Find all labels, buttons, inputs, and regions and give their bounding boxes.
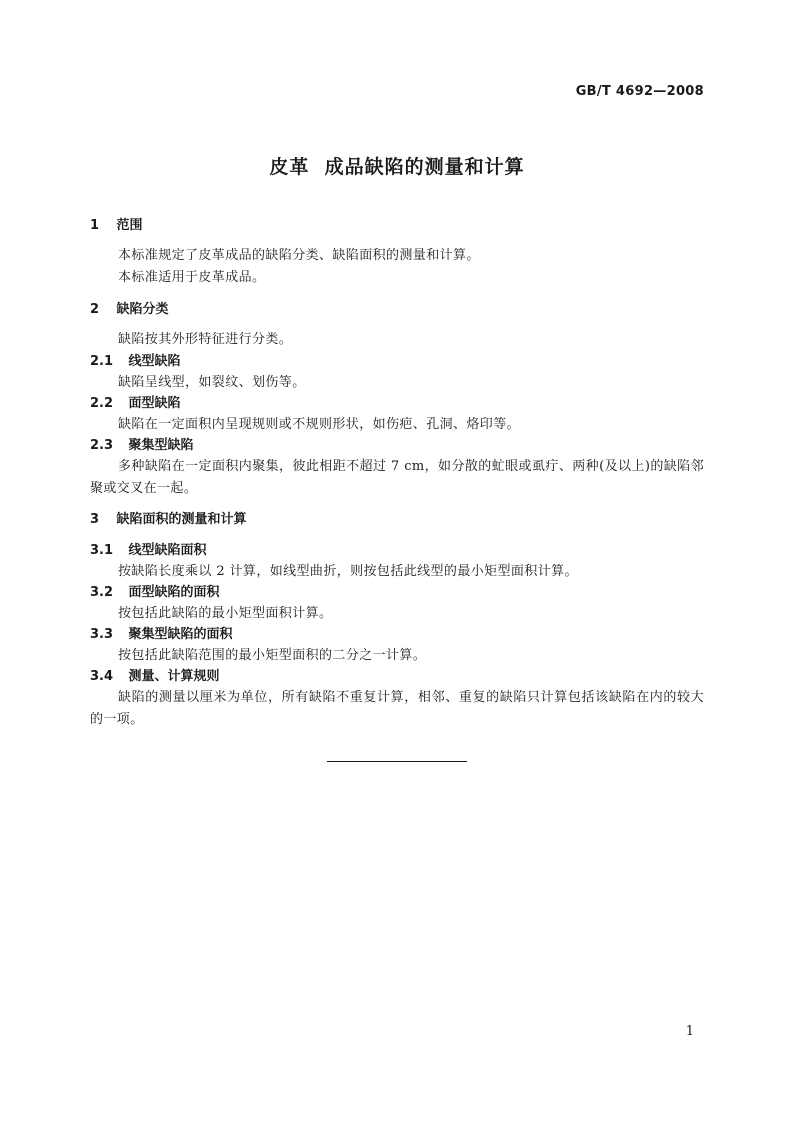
section-2-2-text: 缺陷在一定面积内呈现规则或不规则形状，如伤疤、孔洞、烙印等。 [118, 417, 521, 432]
section-number: 2.3 [90, 438, 114, 453]
section-3-3-text: 按包括此缺陷范围的最小矩型面积的二分之一计算。 [118, 648, 427, 663]
section-number: 2.2 [90, 396, 114, 411]
section-3-2-text: 按包括此缺陷的最小矩型面积计算。 [118, 606, 333, 621]
document-title: 皮革 成品缺陷的测量和计算 [269, 156, 525, 178]
section-title: 范围 [116, 218, 143, 233]
section-number: 3.4 [90, 669, 114, 684]
section-title: 聚集型缺陷 [128, 438, 194, 453]
section-3-1-heading [90, 543, 207, 559]
page-number: 1 [685, 1024, 694, 1039]
end-rule [327, 761, 467, 762]
section-title: 面型缺陷 [128, 396, 181, 411]
section-2-3-text: 多种缺陷在一定面积内聚集，彼此相距不超过 7 cm，如分散的虻眼或虱疔、两种(及以上)的缺陷邻聚或交叉在一起。 [90, 459, 704, 496]
section-title: 缺陷面积的测量和计算 [116, 512, 247, 527]
section-2-heading [90, 302, 169, 318]
section-3-4-text: 缺陷的测量以厘米为单位，所有缺陷不重复计算，相邻、重复的缺陷只计算包括该缺陷在内的较大的一项。 [90, 690, 704, 727]
section-2-3-heading [90, 438, 194, 454]
section-number: 3.1 [90, 543, 114, 558]
section-3-heading [90, 512, 247, 528]
section-1-paragraph-2: 本标准适用于皮革成品。 [118, 270, 266, 285]
section-number: 3 [90, 512, 100, 527]
section-number: 2.1 [90, 354, 114, 369]
section-number: 1 [90, 218, 100, 233]
section-title: 线型缺陷 [128, 354, 181, 369]
section-number: 3.2 [90, 585, 114, 600]
section-2-1-heading [90, 354, 181, 370]
section-2-paragraph-1: 缺陷按其外形特征进行分类。 [118, 332, 293, 347]
section-1-paragraph-1: 本标准规定了皮革成品的缺陷分类、缺陷面积的测量和计算。 [118, 248, 480, 263]
section-title: 线型缺陷面积 [128, 543, 207, 558]
standard-code: GB/T 4692—2008 [575, 84, 704, 99]
section-3-1-text: 按缺陷长度乘以 2 计算，如线型曲折，则按包括此线型的最小矩型面积计算。 [118, 564, 578, 579]
section-title: 测量、计算规则 [128, 669, 220, 684]
section-3-4-heading [90, 669, 220, 685]
section-3-3-heading [90, 627, 233, 643]
section-title: 缺陷分类 [116, 302, 169, 317]
section-number: 3.3 [90, 627, 114, 642]
section-2-2-heading [90, 396, 181, 412]
section-number: 2 [90, 302, 100, 317]
section-1-heading [90, 218, 143, 234]
section-2-1-text: 缺陷呈线型，如裂纹、划伤等。 [118, 375, 306, 390]
section-title: 聚集型缺陷的面积 [128, 627, 233, 642]
section-3-2-heading [90, 585, 220, 601]
section-title: 面型缺陷的面积 [128, 585, 220, 600]
